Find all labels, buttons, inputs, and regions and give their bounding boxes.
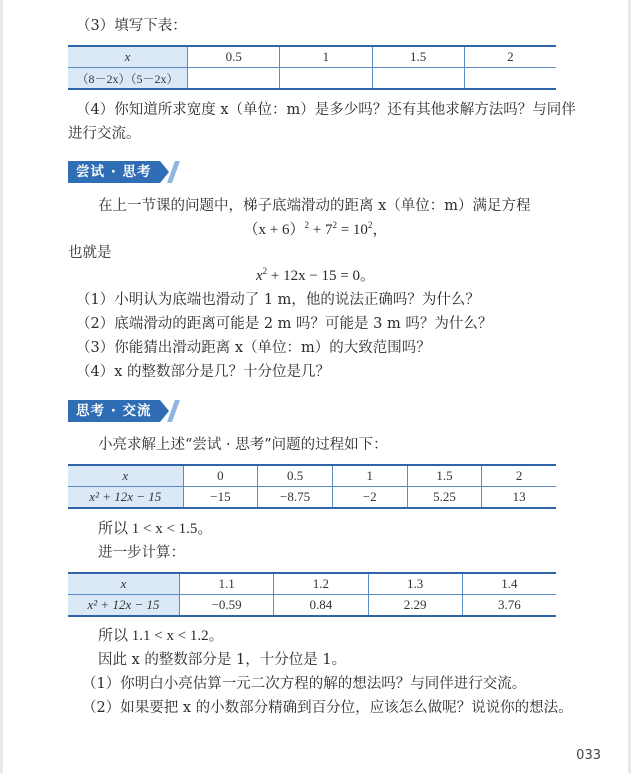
table-cell: −15 — [183, 487, 258, 509]
table-row — [68, 46, 556, 68]
section-header-try-think — [68, 161, 176, 183]
equation-2 — [0, 266, 631, 286]
table-cell: −8.75 — [258, 487, 333, 509]
table-cell: 0.5 — [188, 46, 280, 68]
table-cell: −2 — [332, 487, 407, 509]
section2-intro: 小亮求解上述“尝试 · 思考”问题的过程如下： — [98, 437, 388, 453]
table-cell: 1 — [332, 465, 407, 487]
blank-cell[interactable] — [464, 68, 556, 90]
question-4-line2: 进行交流。 — [68, 126, 141, 142]
list-item: （1）你明白小亮估算一元二次方程的解的想法吗？与同伴进行交流。 — [82, 676, 527, 692]
table-cell: 2 — [482, 465, 556, 487]
eq-part: （x + 6） — [243, 222, 305, 238]
table-cell: −0.59 — [179, 595, 273, 617]
blank-cell[interactable] — [280, 68, 372, 90]
question-4-line1: （4）你知道所求宽度 x（单位：m）是多少吗？还有其他求解方法吗？与同伴 — [76, 102, 576, 118]
eq-exp: 2 — [367, 220, 373, 230]
table-cell: 13 — [482, 487, 556, 509]
eq-exp: 2 — [332, 220, 337, 230]
further-label: 进一步计算： — [98, 545, 185, 561]
table-row — [68, 68, 556, 90]
table-row — [68, 573, 556, 595]
fill-table — [68, 45, 556, 90]
table-cell: 2 — [464, 46, 556, 68]
table-cell: 1.1 — [179, 573, 273, 595]
section1-intro: 在上一节课的问题中，梯子底端滑动的距离 x（单位：m）满足方程 — [98, 198, 531, 214]
table-cell: 1.2 — [274, 573, 368, 595]
table-cell: 1.5 — [372, 46, 464, 68]
eq-part: = 10 — [336, 222, 368, 238]
table-cell: 0.5 — [258, 465, 333, 487]
list-item: （3）你能猜出滑动距离 x（单位：m）的大致范围吗？ — [76, 340, 431, 356]
also-label: 也就是 — [68, 245, 112, 261]
blank-cell[interactable] — [372, 68, 464, 90]
list-item: （4）x 的整数部分是几？十分位是几？ — [76, 364, 331, 380]
table-cell: x — [68, 573, 179, 595]
table-cell: x² + 12x − 15 — [68, 487, 183, 509]
list-item: （2）如果要把 x 的小数部分精确到百分位，应该怎么做呢？说说你的想法。 — [82, 700, 573, 716]
table-cell: 2.29 — [368, 595, 462, 617]
table-cell: 1 — [280, 46, 372, 68]
calc-table-2 — [68, 572, 556, 617]
conclusion-2: 所以 1.1 < x < 1.2。 — [98, 628, 224, 644]
eq-part: + 7 — [309, 222, 333, 238]
list-item: （1）小明认为底端也滑动了 1 m，他的说法正确吗？为什么？ — [76, 292, 480, 308]
calc-table-1 — [68, 464, 556, 509]
eq-part: + 12x − 15 = 0。 — [267, 268, 376, 284]
eq-exp: 2 — [262, 266, 268, 276]
eq-part: ， — [372, 222, 388, 238]
eq-exp: 2 — [304, 220, 309, 230]
page-edge-left — [0, 0, 3, 773]
page-number: 033 — [576, 748, 601, 763]
table-row — [68, 595, 556, 617]
table-cell: 0 — [183, 465, 258, 487]
table-cell: 1.3 — [368, 573, 462, 595]
table-cell: 0.84 — [274, 595, 368, 617]
table-cell: 5.25 — [407, 487, 482, 509]
equation-1 — [0, 220, 631, 240]
eq-part: x — [255, 268, 263, 284]
table-row — [68, 487, 556, 509]
table-row — [68, 465, 556, 487]
table-cell: x — [68, 465, 183, 487]
blank-cell[interactable] — [188, 68, 280, 90]
conclusion-1: 所以 1 < x < 1.5。 — [98, 521, 213, 537]
section-header-think-discuss — [68, 400, 176, 422]
table-cell: x² + 12x − 15 — [68, 595, 179, 617]
list-item: （2）底端滑动的距离可能是 2 m 吗？可能是 3 m 吗？为什么？ — [76, 316, 493, 332]
table-cell: （8－2x）（5－2x） — [68, 68, 188, 90]
question-3-label: （3）填写下表： — [76, 18, 187, 34]
conclusion-3: 因此 x 的整数部分是 1，十分位是 1。 — [98, 652, 347, 668]
table-cell: x — [68, 46, 188, 68]
section-title: 思考 · 交流 — [68, 400, 160, 422]
table-cell: 1.5 — [407, 465, 482, 487]
section-title: 尝试 · 思考 — [68, 161, 160, 183]
table-cell: 1.4 — [462, 573, 556, 595]
table-cell: 3.76 — [462, 595, 556, 617]
